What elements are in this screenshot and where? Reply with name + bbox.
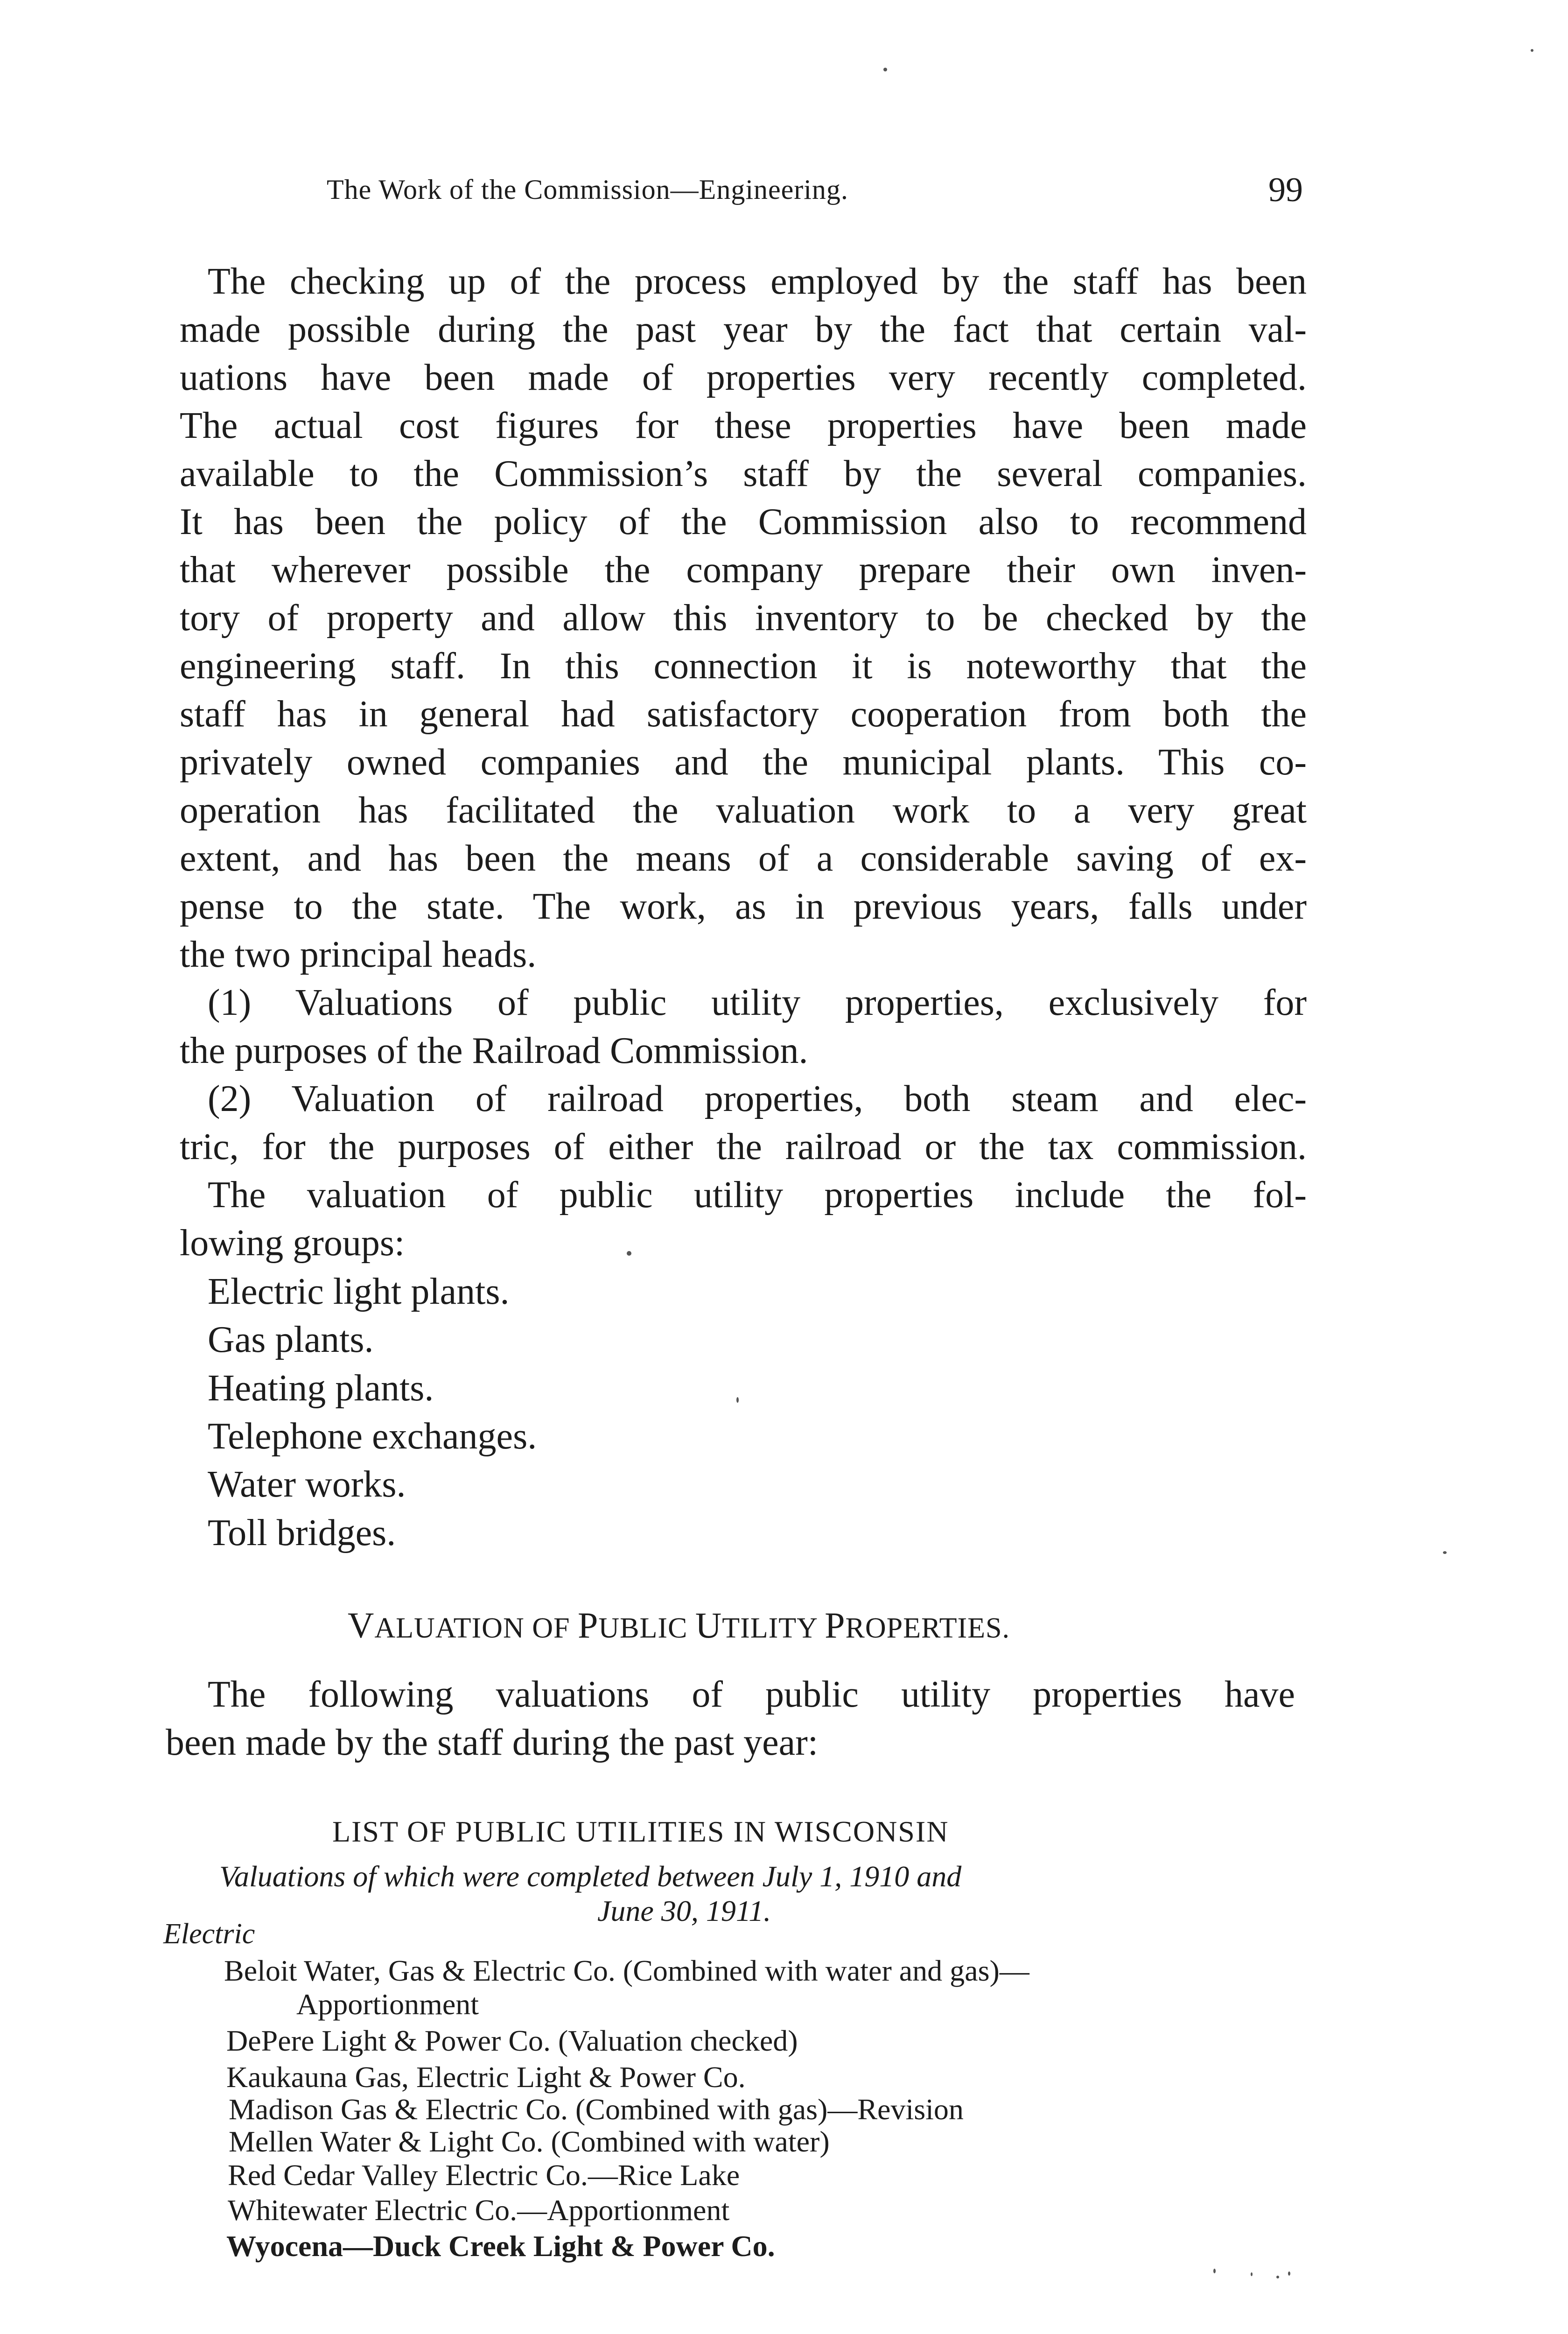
category-label: Electric — [163, 1918, 255, 1950]
section-title-part: ALUATION — [374, 1612, 525, 1644]
body-line: available to the Commission’s staff by the several companies. — [180, 453, 1307, 494]
group-item: Heating plants. — [208, 1368, 434, 1409]
group-item: Gas plants. — [208, 1319, 374, 1360]
utility-entry: Beloit Water, Gas & Electric Co. (Combined with water and gas)— — [224, 1954, 1029, 1987]
utility-entry: Madison Gas & Electric Co. (Combined with gas)—Revision — [229, 2093, 964, 2126]
section-intro-line-2: been made by the staff during the past year: — [166, 1722, 819, 1763]
scan-speck — [1531, 49, 1533, 52]
body-line: operation has facilitated the valuation work to a very great — [180, 790, 1307, 831]
section-intro-line-1: The following valuations of public utility properties have — [208, 1674, 1295, 1715]
utility-entry: Whitewater Electric Co.—Apportionment — [228, 2193, 730, 2227]
body-line: The checking up of the process employed by the staff has been — [208, 261, 1307, 302]
head-1-line-2: the purposes of the Railroad Commission. — [180, 1030, 808, 1071]
table-title: LIST OF PUBLIC UTILITIES IN WISCONSIN — [332, 1815, 949, 1848]
body-line: the two principal heads. — [180, 934, 537, 975]
scan-speck — [1288, 2271, 1290, 2276]
section-title — [348, 1604, 1010, 1646]
table-subtitle-line-2: June 30, 1911. — [597, 1894, 771, 1927]
section-title-part: TILITY — [722, 1612, 817, 1644]
body-line: extent, and has been the means of a considerable saving of ex- — [180, 838, 1307, 879]
section-title-part: P — [578, 1605, 599, 1645]
body-line: privately owned companies and the municipal plants. This co- — [180, 742, 1307, 783]
group-item: Telephone exchanges. — [208, 1416, 537, 1457]
running-head-text: The Work of the Commission—Engineering. — [327, 174, 848, 205]
section-title-part: OF — [532, 1612, 570, 1644]
head-2-line-1: (2) Valuation of railroad properties, both steam and elec- — [208, 1078, 1307, 1119]
groups-intro-line-2: lowing groups: — [180, 1223, 405, 1264]
groups-intro-line-1: The valuation of public utility properties include the fol- — [208, 1174, 1307, 1216]
body-line: that wherever possible the company prepare their own inven- — [180, 549, 1307, 591]
group-item: Toll bridges. — [208, 1512, 396, 1554]
scan-speck — [736, 1397, 739, 1403]
scan-speck — [1251, 2272, 1253, 2276]
section-title-part: ROPERTIES. — [845, 1612, 1010, 1644]
utility-entry: Mellen Water & Light Co. (Combined with water) — [229, 2125, 830, 2158]
body-line: pense to the state. The work, as in previous years, falls under — [180, 886, 1307, 927]
body-line: staff has in general had satisfactory cooperation from both the — [180, 694, 1307, 735]
section-title-part: P — [825, 1605, 846, 1645]
page-number: 99 — [1268, 171, 1303, 209]
utility-entry: Red Cedar Valley Electric Co.—Rice Lake — [228, 2158, 740, 2192]
utility-entry: Kaukauna Gas, Electric Light & Power Co. — [226, 2060, 746, 2094]
utility-entry-continuation: Apportionment — [296, 1988, 479, 2021]
group-item: Electric light plants. — [208, 1271, 510, 1312]
scan-speck — [1213, 2269, 1216, 2273]
section-title-part: U — [695, 1605, 722, 1645]
body-line: The actual cost figures for these properties have been made — [180, 405, 1307, 446]
scan-speck — [627, 1251, 631, 1256]
scan-speck — [883, 68, 887, 71]
utility-entry: DePere Light & Power Co. (Valuation checked) — [226, 2024, 798, 2057]
scan-speck — [1443, 1551, 1447, 1554]
body-line: engineering staff. In this connection it is noteworthy that the — [180, 646, 1307, 687]
utility-entry: Wyocena—Duck Creek Light & Power Co. — [226, 2229, 775, 2263]
group-item: Water works. — [208, 1464, 406, 1505]
running-head — [327, 174, 848, 206]
body-line: It has been the policy of the Commission also to recommend — [180, 501, 1307, 542]
body-line: made possible during the past year by the fact that certain val- — [180, 309, 1307, 350]
body-line: uations have been made of properties very recently completed. — [180, 357, 1307, 398]
table-subtitle-line-1: Valuations of which were completed between July 1, 1910 and — [219, 1860, 962, 1893]
section-title-part: V — [348, 1605, 375, 1645]
scan-speck — [1276, 2276, 1279, 2278]
head-1-line-1: (1) Valuations of public utility properties, exclusively for — [208, 982, 1307, 1023]
head-2-line-2: tric, for the purposes of either the railroad or the tax commission. — [180, 1126, 1307, 1167]
section-title-part: UBLIC — [598, 1612, 688, 1644]
body-line: tory of property and allow this inventory to be checked by the — [180, 598, 1307, 639]
